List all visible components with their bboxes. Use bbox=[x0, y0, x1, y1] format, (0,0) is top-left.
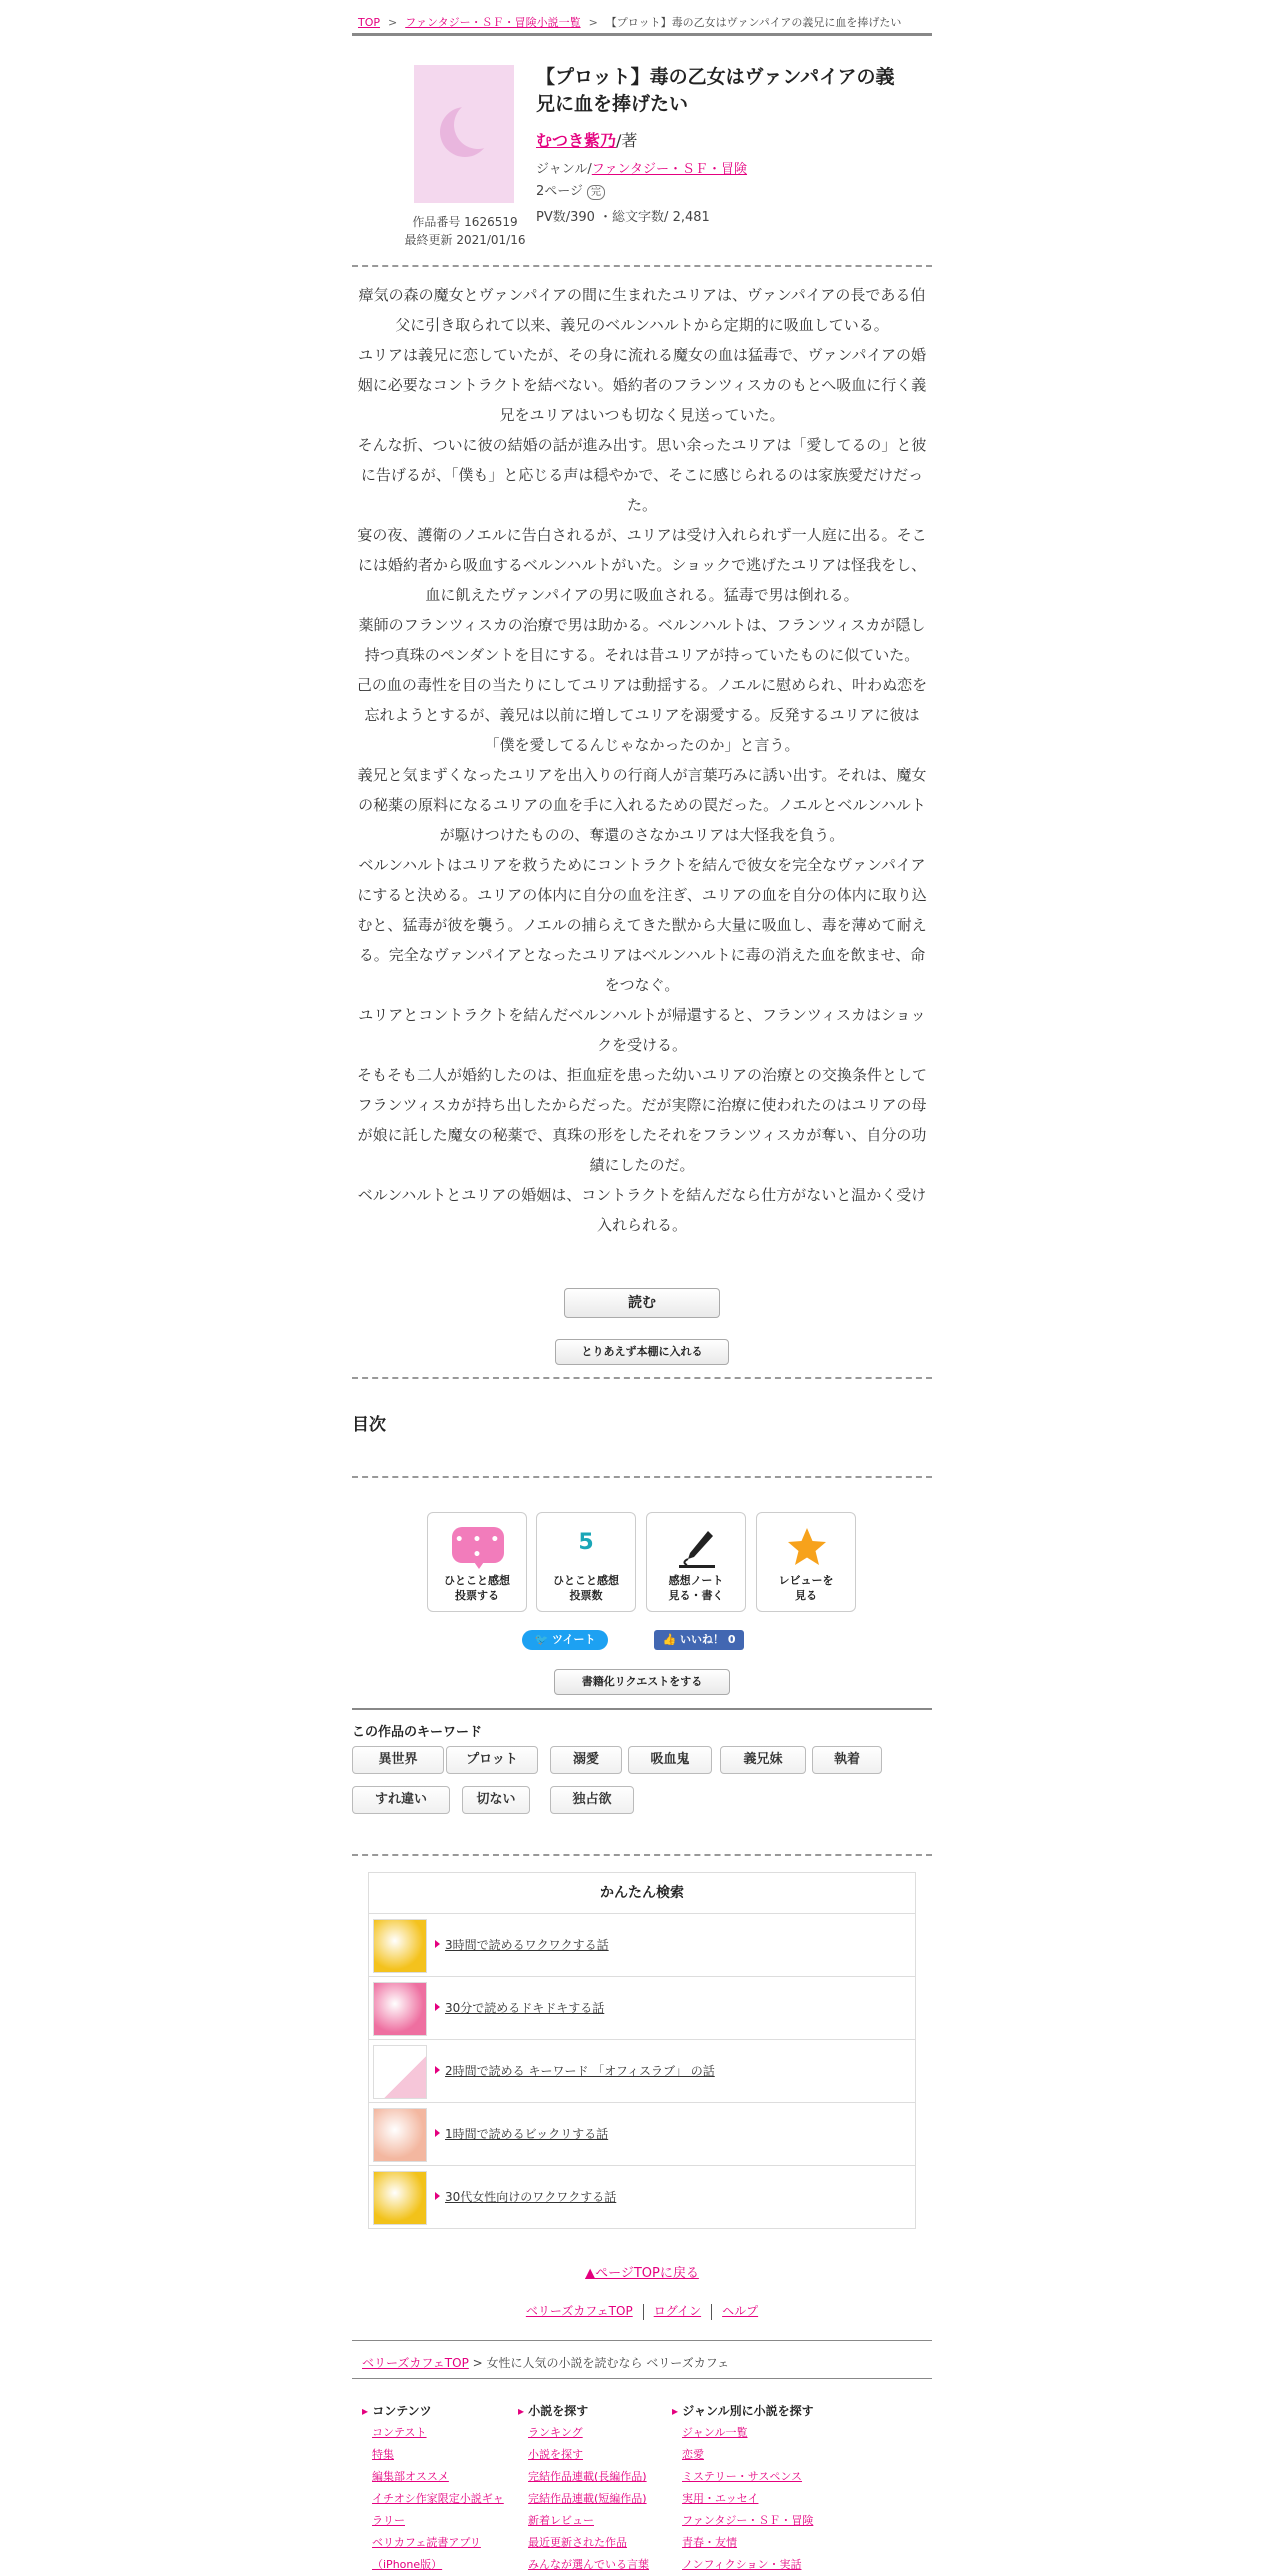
bullet-arrow-icon bbox=[435, 2003, 440, 2011]
footer-column-link[interactable]: ジャンル一覧 bbox=[682, 2426, 748, 2439]
footer-column bbox=[362, 2400, 510, 2576]
page-count-text: 2ページ bbox=[536, 184, 584, 199]
easy-search-link[interactable]: 30分で読めるドキドキする話 bbox=[445, 2001, 605, 2015]
footer-column-link[interactable]: 小説を探す bbox=[528, 2448, 583, 2461]
page-count bbox=[536, 180, 605, 200]
synopsis-paragraph: 義兄と気まずくなったユリアを出入りの行商人が言葉巧みに誘い出す。それは、魔女の秘薬の原料になるユリアの血を手に入れるための罠だった。ノエルとベルンハルトが駆けつけたものの、奪還のさなかユリアは大怪我を負う。 bbox=[357, 766, 927, 844]
divider bbox=[352, 1377, 932, 1379]
footer-link-top[interactable]: ベリーズカフェTOP bbox=[525, 2304, 633, 2318]
work-number: 作品番号 1626519 bbox=[412, 215, 518, 229]
footer-column-link[interactable]: イチオシ作家限定小説ギャラリー bbox=[372, 2492, 504, 2527]
footer-column-link[interactable]: みんなが選んでいる言葉 bbox=[528, 2558, 649, 2571]
page-top-link-wrap bbox=[352, 2262, 932, 2281]
search-thumbnail bbox=[373, 2171, 427, 2225]
search-thumbnail bbox=[373, 2045, 427, 2099]
synopsis-paragraph: 薬師のフランツィスカの治療で男は助かる。ベルンハルトは、フランツィスカが隠し持つ真珠のペンダントを目にする。それは昔ユリアが持っていたものに似ていた。 bbox=[358, 616, 926, 664]
vote-count-label: ひとこと感想 投票数 bbox=[553, 1574, 619, 1602]
breadcrumb-top-link[interactable]: TOP bbox=[358, 16, 381, 29]
search-thumbnail bbox=[373, 1982, 427, 2036]
search-thumbnail bbox=[373, 1919, 427, 1973]
divider bbox=[352, 1854, 932, 1856]
vote-impression-label: ひとこと感想 投票する bbox=[444, 1574, 510, 1602]
star-icon bbox=[785, 1525, 829, 1569]
read-button[interactable]: 読む bbox=[564, 1288, 720, 1318]
author-link[interactable]: むつき紫乃 bbox=[536, 131, 617, 150]
footer-column-heading: ▸ ジャンル別に小説を探す bbox=[672, 2400, 820, 2422]
easy-search-row[interactable] bbox=[369, 1914, 915, 1977]
easy-search-link[interactable]: 1時間で読めるビックリする話 bbox=[445, 2127, 609, 2141]
keyword-chip[interactable]: すれ違い bbox=[352, 1786, 450, 1814]
footer-column-link[interactable]: 編集部オススメ bbox=[372, 2470, 449, 2483]
easy-search-row[interactable] bbox=[369, 1977, 915, 2040]
impression-note-button[interactable] bbox=[646, 1512, 746, 1612]
footer-links bbox=[352, 2302, 932, 2320]
keyword-chip[interactable]: 吸血鬼 bbox=[628, 1746, 712, 1774]
footer-column-link[interactable]: ノンフィクション・実話 bbox=[682, 2558, 802, 2571]
footer-link-login[interactable]: ログイン bbox=[653, 2304, 702, 2318]
thumbs-up-icon: 👍 bbox=[662, 1633, 677, 1646]
synopsis-paragraph: ユリアは義兄に恋していたが、その身に流れる魔女の血は猛毒で、ヴァンパイアの婚姻に必要なコントラクトを結べない。婚約者のフランツィスカのもとへ吸血に行く義兄をユリアはいつも切なく見送っていた。 bbox=[357, 346, 927, 424]
facebook-like-button[interactable] bbox=[654, 1630, 744, 1650]
genre-link[interactable]: ファンタジー・ＳＦ・冒険 bbox=[591, 162, 748, 177]
pen-icon bbox=[675, 1527, 719, 1571]
vote-count-button[interactable] bbox=[536, 1512, 636, 1612]
footer-column-link[interactable]: コンテスト bbox=[372, 2426, 427, 2439]
divider bbox=[352, 1476, 932, 1478]
breadcrumb-separator: > bbox=[388, 16, 398, 29]
easy-search-link[interactable]: 2時間で読める キーワード 「オフィスラブ」 の話 bbox=[445, 2064, 715, 2078]
footer-crumb-link[interactable]: ベリーズカフェTOP bbox=[362, 2356, 469, 2370]
twitter-bird-icon: 🐦 bbox=[534, 1633, 549, 1646]
bullet-arrow-icon bbox=[435, 2066, 440, 2074]
impression-note-label: 感想ノート 見る・書く bbox=[668, 1574, 724, 1602]
keyword-chip[interactable]: 独占欲 bbox=[550, 1786, 634, 1814]
breadcrumb-current: 【プロット】毒の乙女はヴァンパイアの義兄に血を捧げたい bbox=[605, 16, 902, 29]
cover-image[interactable] bbox=[414, 65, 514, 203]
footer-column-link[interactable]: ランキング bbox=[528, 2426, 583, 2439]
footer-column bbox=[518, 2400, 666, 2576]
footer-crumb-text: > 女性に人気の小説を読むなら ベリーズカフェ bbox=[468, 2356, 730, 2370]
footer-column-link[interactable]: ミステリー・サスペンス bbox=[682, 2470, 803, 2483]
search-thumbnail bbox=[373, 2108, 427, 2162]
synopsis-paragraph: 己の血の毒性を目の当たりにしてユリアは動揺する。ノエルに慰められ、叶わぬ恋を忘れようとするが、義兄は以前に増してユリアを溺愛する。反発するユリアに彼は「僕を愛してるんじゃなかったのか」と言う。 bbox=[356, 676, 928, 754]
synopsis-paragraph: ベルンハルトはユリアを救うためにコントラクトを結んで彼女を完全なヴァンパイアにすると決める。ユリアの体内に自分の血を注ぎ、ユリアの血を自分の体内に取り込むと、猛毒が彼を襲う。ノエルの捕らえてきた獣から大量に吸血し、毒を薄めて耐える。完全なヴァンパイアとなったユリアはベルンハルトに毒の消えた血を飲ませ、命をつなぐ。 bbox=[357, 856, 927, 994]
breadcrumb-separator: > bbox=[588, 16, 598, 29]
easy-search-title: かんたん検索 bbox=[369, 1873, 915, 1914]
footer-column-link[interactable]: 完結作品連載(短編作品) bbox=[528, 2492, 647, 2505]
keyword-chip[interactable]: 切ない bbox=[462, 1786, 530, 1814]
easy-search-row[interactable] bbox=[369, 2103, 915, 2166]
footer-column-link[interactable]: ファンタジー・ＳＦ・冒険 bbox=[682, 2514, 814, 2527]
synopsis bbox=[352, 280, 932, 1240]
breadcrumb-category-link[interactable]: ファンタジー・ＳＦ・冒険小説一覧 bbox=[405, 16, 581, 29]
vote-impression-button[interactable]: • • • • ひとこと感想 投票する bbox=[427, 1512, 527, 1612]
easy-search-panel bbox=[368, 1872, 916, 2229]
easy-search-row[interactable] bbox=[369, 2166, 915, 2228]
footer-column-link[interactable]: ベリカフェ読書アプリ（iPhone版） bbox=[372, 2536, 481, 2571]
footer-column bbox=[672, 2400, 820, 2576]
author-suffix: /著 bbox=[616, 131, 638, 150]
toc-title: 目次 bbox=[352, 1415, 386, 1435]
footer-column-link[interactable]: 新着レビュー bbox=[528, 2514, 594, 2527]
keyword-chip[interactable]: 溺愛 bbox=[550, 1746, 622, 1774]
footer-column-link[interactable]: 完結作品連載(長編作品) bbox=[528, 2470, 647, 2483]
easy-search-row[interactable] bbox=[369, 2040, 915, 2103]
footer-column-link[interactable]: 特集 bbox=[372, 2448, 394, 2461]
synopsis-paragraph: ユリアとコントラクトを結んだベルンハルトが帰還すると、フランツィスカはショックを受ける。 bbox=[358, 1006, 926, 1054]
keywords-title: この作品のキーワード bbox=[352, 1725, 483, 1740]
tweet-label: ツイート bbox=[552, 1633, 596, 1646]
keyword-chip[interactable]: 異世界 bbox=[352, 1746, 444, 1774]
footer-column-link[interactable]: 実用・エッセイ bbox=[682, 2492, 759, 2505]
bullet-arrow-icon bbox=[435, 2129, 440, 2137]
keyword-chip[interactable]: 義兄妹 bbox=[720, 1746, 806, 1774]
footer-breadcrumb bbox=[362, 2354, 729, 2371]
easy-search-link[interactable]: 3時間で読めるワクワクする話 bbox=[445, 1938, 609, 1952]
synopsis-paragraph: ベルンハルトとユリアの婚姻は、コントラクトを結んだなら仕方がないと温かく受け入れられる。 bbox=[357, 1186, 927, 1234]
footer-column-heading: ▸ コンテンツ bbox=[362, 2400, 510, 2422]
synopsis-paragraph: 瘴気の森の魔女とヴァンパイアの間に生まれたユリアは、ヴァンパイアの長である伯父に引き取られて以来、義兄のベルンハルトから定期的に吸血している。 bbox=[358, 286, 926, 334]
footer-column-link[interactable]: 青春・友情 bbox=[682, 2536, 737, 2549]
divider bbox=[352, 265, 932, 267]
genre-line bbox=[536, 158, 747, 177]
bullet-arrow-icon bbox=[435, 1940, 440, 1948]
synopsis-paragraph: そもそも二人が婚約したのは、拒血症を患った幼いユリアの治療との交換条件としてフランツィスカが持ち出したからだった。だが実際に治療に使われたのはユリアの母が娘に託した魔女の秘薬で、真珠の形をしたそれをフランツィスカが奪い、自分の功績にしたのだ。 bbox=[356, 1066, 927, 1174]
page-top-link[interactable]: ▲ページTOPに戻る bbox=[585, 2266, 699, 2281]
last-updated: 最終更新 2021/01/16 bbox=[404, 233, 526, 247]
add-to-bookshelf-button[interactable]: とりあえず本棚に入れる bbox=[555, 1339, 729, 1365]
review-label: レビューを 見る bbox=[778, 1574, 834, 1602]
divider bbox=[352, 1708, 932, 1710]
synopsis-paragraph: 宴の夜、護衛のノエルに告白されるが、ユリアは受け入れられず一人庭に出る。そこには婚約者から吸血するベルンハルトがいた。ショックで逃げたユリアは怪我をし、血に飢えたヴァンパイアの男に吸血される。猛毒で男は倒れる。 bbox=[357, 526, 927, 604]
keyword-chip[interactable]: 執着 bbox=[812, 1746, 882, 1774]
keyword-chip[interactable]: プロット bbox=[446, 1746, 538, 1774]
review-button[interactable] bbox=[756, 1512, 856, 1612]
work-stats: PV数/390 ・総文字数/ 2,481 bbox=[536, 210, 710, 225]
completed-badge: 完 bbox=[587, 185, 605, 200]
footer-column-link[interactable]: 最近更新された作品 bbox=[528, 2536, 627, 2549]
genre-label: ジャンル/ bbox=[536, 162, 592, 177]
work-title: 【プロット】毒の乙女はヴァンパイアの義兄に血を捧げたい bbox=[536, 66, 895, 115]
divider bbox=[352, 2340, 932, 2341]
synopsis-paragraph: そんな折、ついに彼の結婚の話が進み出す。思い余ったユリアは「愛してるの」と彼に告げるが、「僕も」と応じる声は穏やかで、そこに感じられるのは家族愛だけだった。 bbox=[357, 436, 927, 514]
divider bbox=[352, 2378, 932, 2379]
footer-column-heading: ▸ 小説を探す bbox=[518, 2400, 666, 2422]
book-request-button[interactable]: 書籍化リクエストをする bbox=[554, 1669, 730, 1695]
header-divider bbox=[352, 33, 932, 36]
footer-link-help[interactable]: ヘルプ bbox=[722, 2304, 759, 2318]
bullet-arrow-icon bbox=[435, 2192, 440, 2200]
easy-search-link[interactable]: 30代女性向けのワクワクする話 bbox=[445, 2190, 617, 2204]
footer-column-link[interactable]: 恋愛 bbox=[682, 2448, 704, 2461]
author-line bbox=[536, 128, 637, 151]
tweet-button[interactable] bbox=[522, 1630, 608, 1650]
vote-count-value: 5 bbox=[578, 1530, 594, 1555]
like-label: いいね！ 0 bbox=[680, 1633, 736, 1646]
